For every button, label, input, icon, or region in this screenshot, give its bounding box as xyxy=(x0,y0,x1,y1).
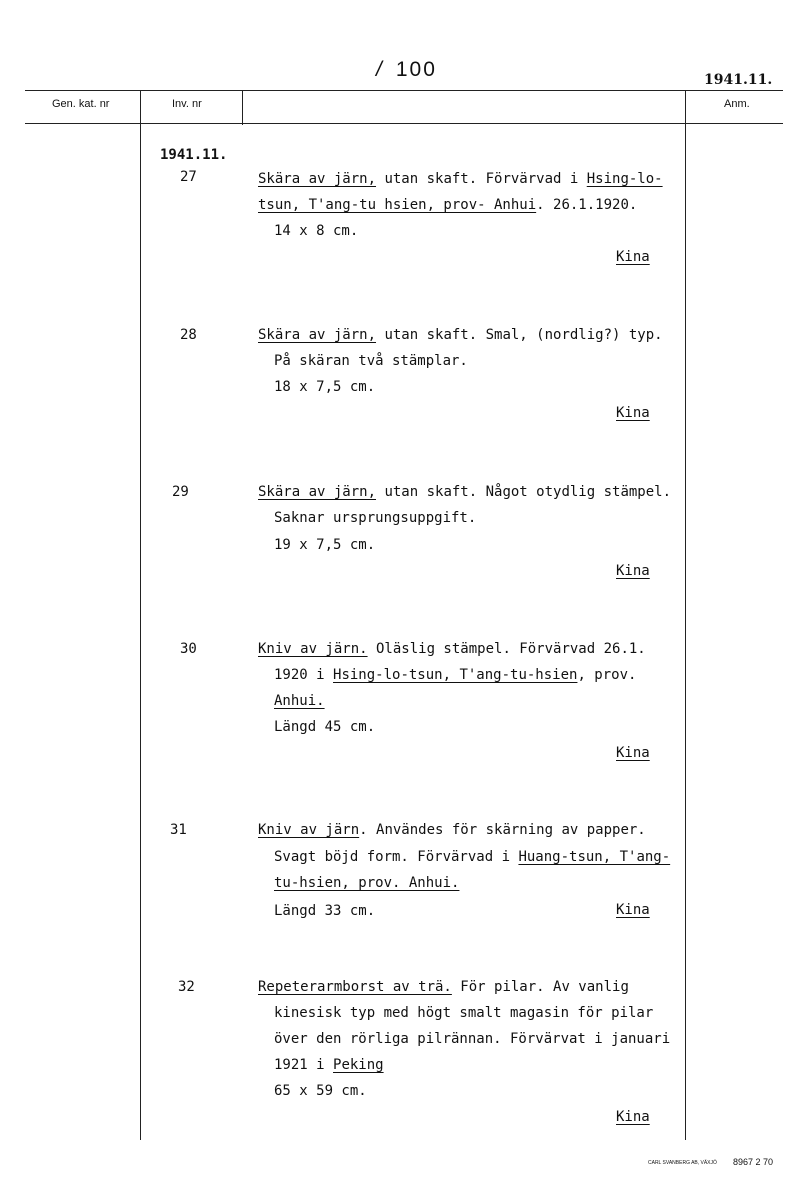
page-number-slash: / xyxy=(376,58,384,81)
entry-dimensions: 18 x 7,5 cm. xyxy=(274,379,376,395)
entry-line-2: På skäran två stämplar. xyxy=(274,353,468,369)
entry-title: Repeterarmborst av trä. xyxy=(258,979,452,995)
entry-origin: Kina xyxy=(616,1109,650,1125)
column-header-inv-nr: Inv. nr xyxy=(172,98,202,110)
entry-place: Peking xyxy=(333,1057,384,1073)
column-header-anm: Anm. xyxy=(724,98,750,110)
entry-place: Hsing-lo- xyxy=(586,171,663,187)
entry-place: Huang-tsun, T'ang- xyxy=(518,849,671,865)
entry-dimensions: Längd 45 cm. xyxy=(274,719,376,735)
entry-origin: Kina xyxy=(616,405,650,421)
entry-line-2 xyxy=(274,668,636,682)
entry-title: Skära av järn, xyxy=(258,484,377,500)
page-number-value: 100 xyxy=(395,58,437,81)
entry-place: tsun, T'ang-tu hsien, prov- Anhui xyxy=(258,197,537,213)
entry-dimensions: 65 x 59 cm. xyxy=(274,1083,367,1099)
column-divider-3 xyxy=(685,90,686,1140)
column-header-gen-kat: Gen. kat. nr xyxy=(52,98,110,110)
entry-dimensions: 14 x 8 cm. xyxy=(274,223,359,239)
entry-line-1 xyxy=(258,172,663,186)
header-inventory-series: 1941.11. xyxy=(704,72,773,88)
entry-number: 32 xyxy=(178,979,195,995)
entry-number: 29 xyxy=(172,484,189,500)
entry-title: Skära av järn, xyxy=(258,327,377,343)
entry-place: tu-hsien, prov. Anhui. xyxy=(274,875,460,891)
entry-origin: Kina xyxy=(616,745,650,761)
entry-number: 31 xyxy=(170,822,187,838)
entry-text: 1920 i xyxy=(274,667,334,683)
entry-dimensions: 19 x 7,5 cm. xyxy=(274,537,376,553)
entry-line-2: Saknar ursprungsuppgift. xyxy=(274,510,477,526)
form-code: 8967 2 70 xyxy=(733,1157,774,1167)
column-divider-1 xyxy=(140,90,141,1140)
entry-line-2 xyxy=(274,850,670,864)
entry-text: . 26.1.1920. xyxy=(536,197,638,213)
entry-text: utan skaft. Smal, (nordlig?) typ. xyxy=(376,327,663,343)
entry-text: 1921 i xyxy=(274,1057,334,1073)
entry-number: 28 xyxy=(180,327,197,343)
entry-line-3: över den rörliga pilrännan. Förvärvat i januari xyxy=(274,1031,671,1047)
inventory-series: 1941.11. xyxy=(160,147,228,163)
form-header-rule xyxy=(25,123,783,124)
entry-number: 27 xyxy=(180,169,197,185)
entry-line-2: kinesisk typ med högt smalt magasin för pilar xyxy=(274,1005,654,1021)
entry-line-1 xyxy=(258,823,646,837)
entry-province: Anhui. xyxy=(274,693,325,709)
form-top-rule xyxy=(25,90,783,91)
printer-imprint: CARL SVANBERG AB, VÄXJÖ xyxy=(648,1160,717,1166)
entry-line-2 xyxy=(258,198,637,212)
entry-title: Kniv av järn xyxy=(258,822,360,838)
entry-text: Oläslig stämpel. Förvärvad 26.1. xyxy=(367,641,646,657)
entry-origin: Kina xyxy=(616,249,650,265)
entry-text: Svagt böjd form. Förvärvad i xyxy=(274,849,519,865)
entry-text: . Användes för skärning av papper. xyxy=(359,822,646,838)
entry-title: Kniv av järn. xyxy=(258,641,368,657)
entry-text: För pilar. Av vanlig xyxy=(451,979,629,995)
entry-line-4 xyxy=(274,1058,384,1072)
column-divider-2 xyxy=(242,90,243,125)
page-number xyxy=(376,58,437,82)
entry-origin: Kina xyxy=(616,902,650,918)
entry-origin: Kina xyxy=(616,563,650,579)
entry-dimensions: Längd 33 cm. xyxy=(274,903,376,919)
entry-number: 30 xyxy=(180,641,197,657)
entry-title: Skära av järn, xyxy=(258,171,377,187)
entry-line-1 xyxy=(258,485,671,499)
entry-line-1 xyxy=(258,642,646,656)
entry-line-1 xyxy=(258,980,629,994)
entry-line-1 xyxy=(258,328,663,342)
entry-place: Hsing-lo-tsun, T'ang-tu-hsien xyxy=(333,667,578,683)
entry-text: , prov. xyxy=(577,667,637,683)
entry-text: utan skaft. Något otydlig stämpel. xyxy=(376,484,672,500)
entry-text: utan skaft. Förvärvad i xyxy=(376,171,587,187)
